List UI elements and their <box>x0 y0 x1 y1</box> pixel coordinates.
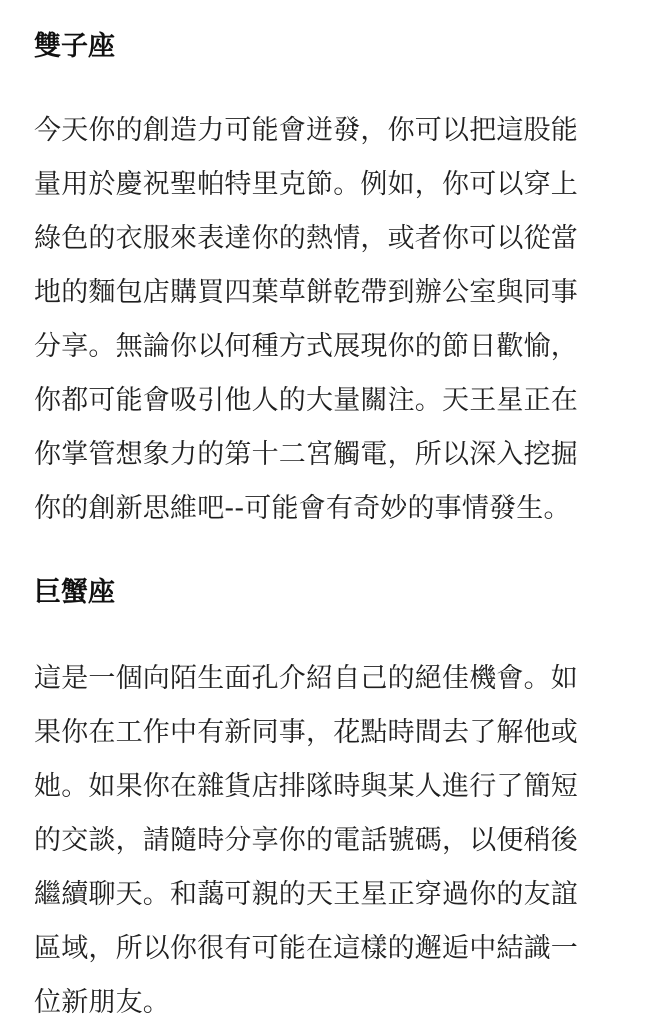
paragraph-line: 你的創新思維吧--可能會有奇妙的事情發生。 <box>34 493 571 524</box>
section-heading-gemini: 雙子座 <box>34 31 115 62</box>
paragraph-line: 繼續聊天。和藹可親的天王星正穿過你的友誼 <box>34 879 578 910</box>
section-paragraph-gemini <box>34 104 630 536</box>
paragraph-line: 的交談，請隨時分享你的電話號碼，以便稍後 <box>34 825 578 856</box>
paragraph-line: 區域，所以你很有可能在這樣的邂逅中結識一 <box>34 933 578 964</box>
paragraph-line: 這是一個向陌生面孔介紹自己的絕佳機會。如 <box>34 663 578 694</box>
paragraph-line: 綠色的衣服來表達你的熱情，或者你可以從當 <box>34 223 578 254</box>
paragraph-line: 地的麵包店購買四葉草餅乾帶到辦公室與同事 <box>34 277 578 308</box>
paragraph-line: 今天你的創造力可能會迸發，你可以把這股能 <box>34 115 578 146</box>
paragraph-line: 量用於慶祝聖帕特里克節。例如，你可以穿上 <box>34 169 578 200</box>
paragraph-line: 她。如果你在雜貨店排隊時與某人進行了簡短 <box>34 771 578 802</box>
section-heading-cancer: 巨蟹座 <box>34 577 115 608</box>
paragraph-line: 分享。無論你以何種方式展現你的節日歡愉， <box>34 331 578 362</box>
section-paragraph-cancer <box>34 652 630 1030</box>
paragraph-line: 你掌管想象力的第十二宮觸電，所以深入挖掘 <box>34 439 578 470</box>
paragraph-line: 你都可能會吸引他人的大量關注。天王星正在 <box>34 385 578 416</box>
paragraph-line: 果你在工作中有新同事，花點時間去了解他或 <box>34 717 578 748</box>
paragraph-line: 位新朋友。 <box>34 987 170 1018</box>
